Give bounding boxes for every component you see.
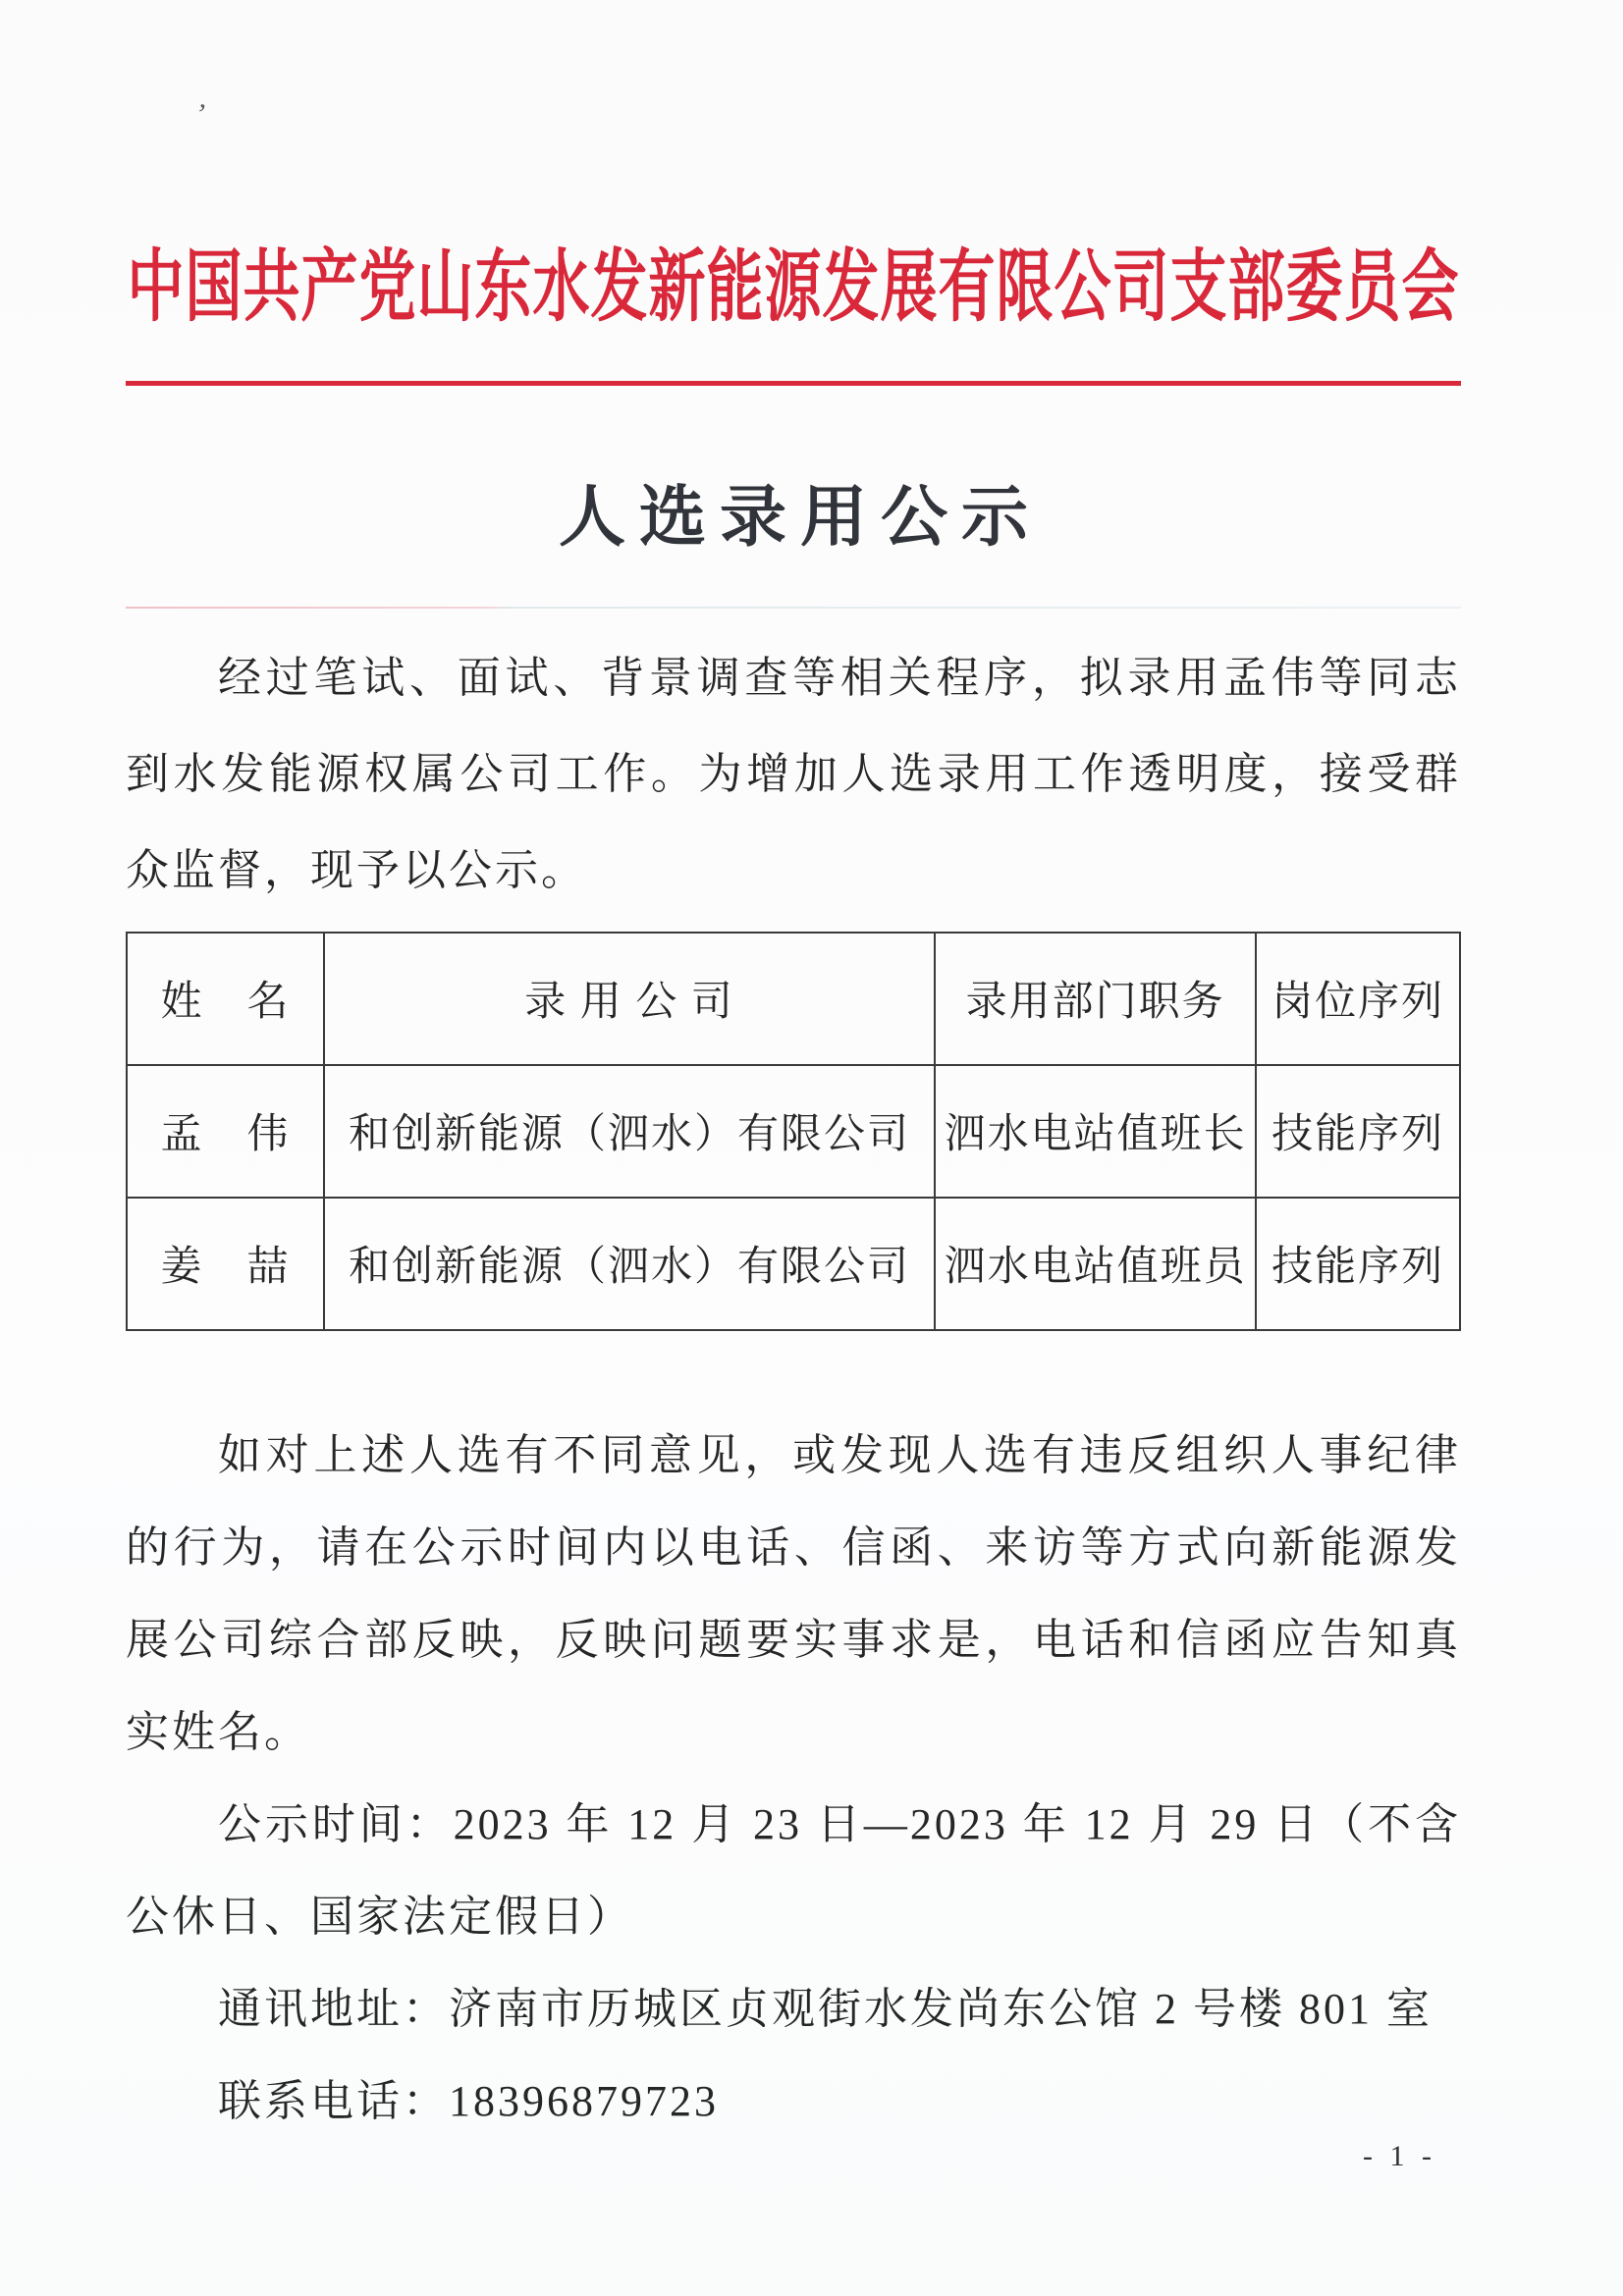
cell-department-position: 泗水电站值班长 [935,1065,1256,1198]
doc-title: 人选录用公示 [558,479,1042,555]
candidate-table [126,932,1461,1331]
scan-speck: ’ [193,97,209,132]
scan-artifact-line [126,607,1461,609]
org-title-text: 中国共产党山东水发新能源发展有限公司支部委员会 [127,242,1460,332]
table-header-row [127,933,1460,1065]
cell-post-track: 技能序列 [1256,1198,1460,1330]
mailing-address-line: 通讯地址：济南市历城区贞观街水发尚东公馆 2 号楼 801 室 [218,1984,1433,2033]
cell-name: 孟 伟 [127,1065,324,1198]
intro-paragraph: 经过笔试、面试、背景调查等相关程序，拟录用孟伟等同志到水发能源权属公司工作。为增加人选录用工作透明度，接受群众监督，现予以公示。 [126,653,1461,894]
column-header-name: 姓 名 [127,933,324,1065]
table-row [127,1065,1460,1198]
page-number: - 1 - [1363,2140,1436,2172]
cell-department-position: 泗水电站值班员 [935,1198,1256,1330]
feedback-paragraph: 如对上述人选有不同意见，或发现人选有违反组织人事纪律的行为，请在公示时间内以电话、信函、来访等方式向新能源发展公司综合部反映，反映问题要实事求是，电话和信函应告知真实姓名。 [126,1430,1461,1756]
column-header-post-track: 岗位序列 [1256,933,1460,1065]
cell-company: 和创新能源（泗水）有限公司 [324,1065,935,1198]
column-header-department-position: 录用部门职务 [935,933,1256,1065]
table-row [127,1198,1460,1330]
publicity-period-line: 公示时间：2023 年 12 月 23 日—2023 年 12 月 29 日（不含公休日、国家法定假日） [126,1799,1461,1941]
cell-post-track: 技能序列 [1256,1065,1460,1198]
org-title [126,0,1461,332]
contact-phone-line: 联系电话：18396879723 [218,2076,719,2125]
column-header-company: 录 用 公 司 [324,933,935,1065]
cell-company: 和创新能源（泗水）有限公司 [324,1198,935,1330]
cell-name: 姜 喆 [127,1198,324,1330]
